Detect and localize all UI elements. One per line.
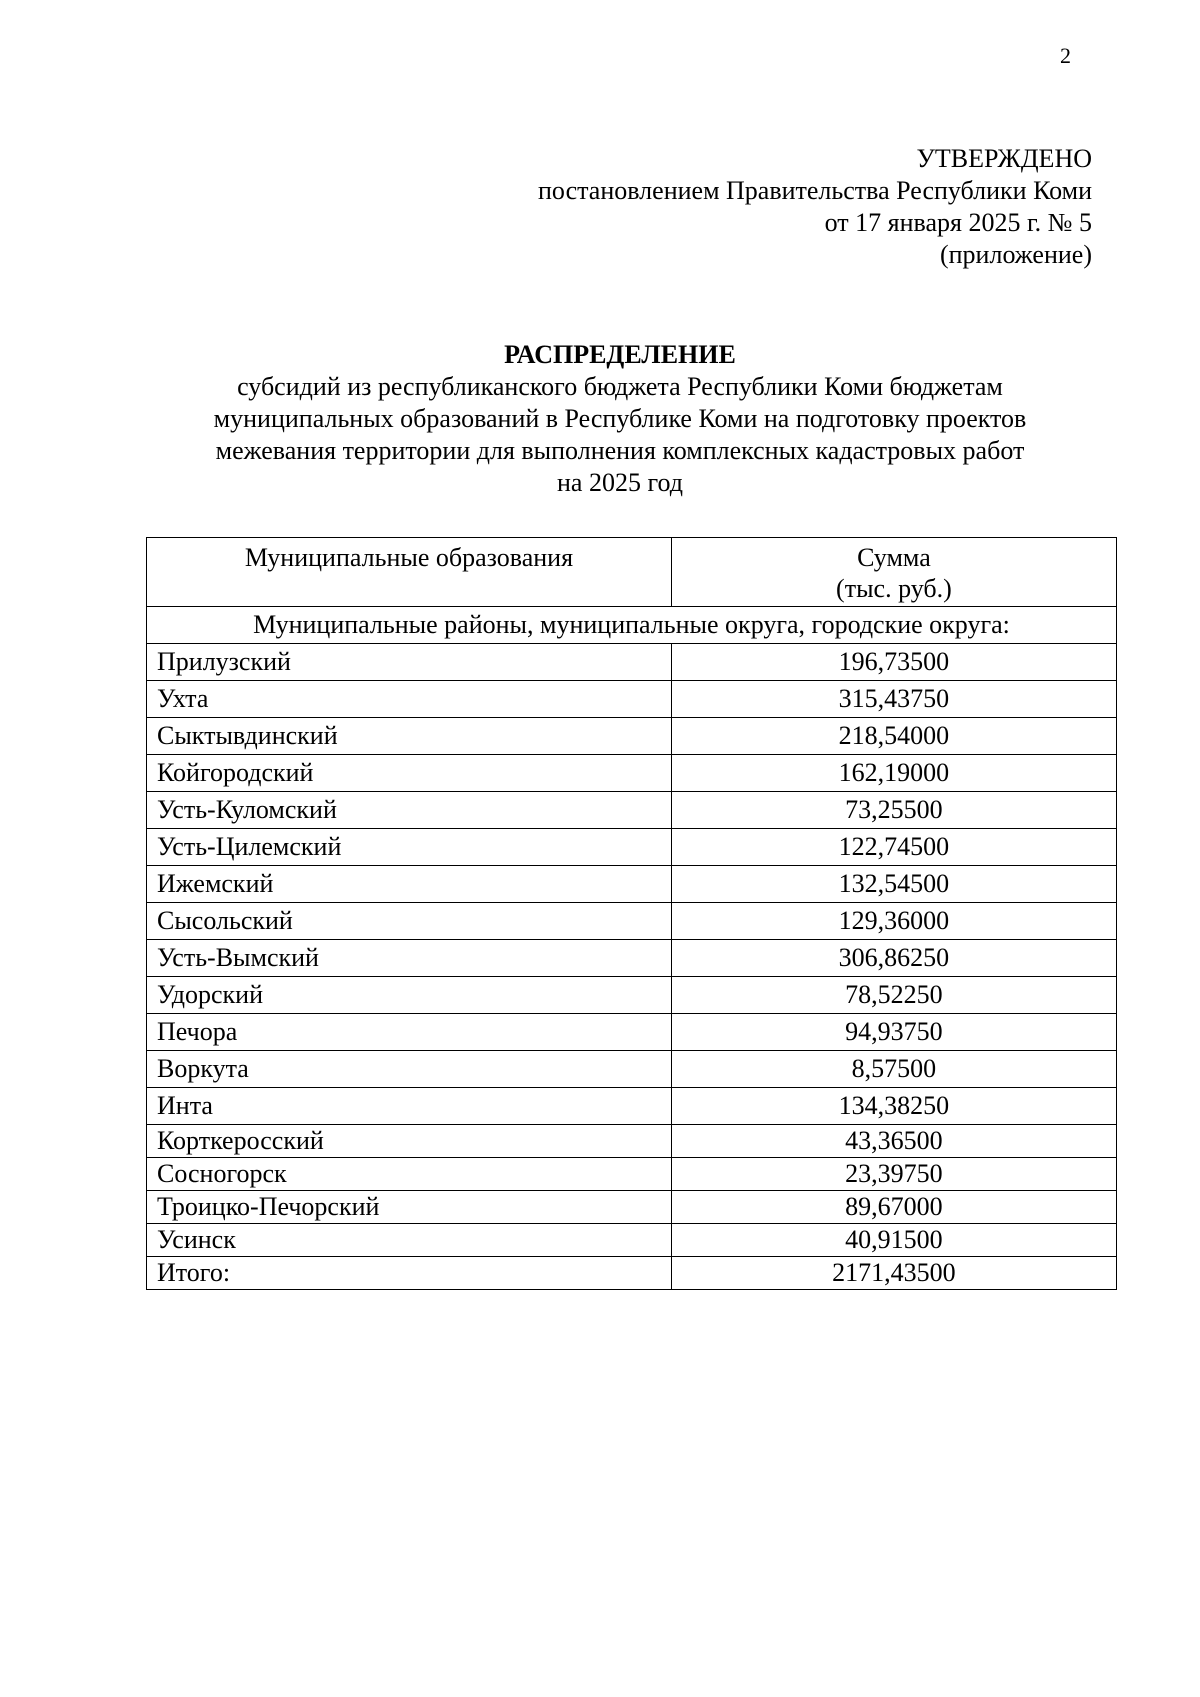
- municipality-name: Ухта: [147, 681, 672, 718]
- subtitle-line: межевания территории для выполнения комплексных кадастровых работ: [215, 436, 1025, 465]
- table-row: [147, 940, 1117, 977]
- subsidy-amount: 94,93750: [671, 1014, 1116, 1051]
- subsidy-amount: 315,43750: [671, 681, 1116, 718]
- municipality-name: Усть-Цилемский: [147, 829, 672, 866]
- municipality-name: Ижемский: [147, 866, 672, 903]
- table-row: [147, 1125, 1117, 1158]
- header-sum-label: Сумма: [857, 543, 931, 572]
- subtitle-line: на 2025 год: [557, 468, 683, 497]
- table-row: [147, 792, 1117, 829]
- table-row: [147, 718, 1117, 755]
- document-title: РАСПРЕДЕЛЕНИЕ: [504, 340, 736, 369]
- table-row: [147, 829, 1117, 866]
- subsidy-amount: 89,67000: [671, 1191, 1116, 1224]
- municipality-name: Сысольский: [147, 903, 672, 940]
- approval-resolution: постановлением Правительства Республики Коми: [538, 176, 1092, 205]
- approval-appendix: (приложение): [939, 240, 1092, 269]
- table-row: [147, 681, 1117, 718]
- subsidy-amount: 78,52250: [671, 977, 1116, 1014]
- page-number: 2: [1060, 43, 1071, 68]
- municipality-name: Троицко-Печорский: [147, 1191, 672, 1224]
- approval-stamp: [392, 143, 1092, 271]
- group-label: Муниципальные районы, муниципальные округа, городские округа:: [147, 607, 1117, 644]
- header-sum: [671, 538, 1116, 607]
- table-row: [147, 755, 1117, 792]
- municipality-name: Усть-Куломский: [147, 792, 672, 829]
- municipality-name: Корткеросский: [147, 1125, 672, 1158]
- subsidy-amount: 73,25500: [671, 792, 1116, 829]
- municipality-name: Усть-Вымский: [147, 940, 672, 977]
- subsidy-amount: 218,54000: [671, 718, 1116, 755]
- header-municipalities: Муниципальные образования: [147, 538, 672, 607]
- subtitle-line: муниципальных образований в Республике Коми на подготовку проектов: [213, 404, 1027, 433]
- table-row: [147, 1224, 1117, 1257]
- distribution-table: [146, 537, 1117, 1290]
- municipality-name: Печора: [147, 1014, 672, 1051]
- subsidy-amount: 122,74500: [671, 829, 1116, 866]
- document-subtitle: [130, 371, 1110, 499]
- municipality-name: Сосногорск: [147, 1158, 672, 1191]
- subsidy-amount: 129,36000: [671, 903, 1116, 940]
- table-row: [147, 1014, 1117, 1051]
- table-row: [147, 1051, 1117, 1088]
- table-row: [147, 1088, 1117, 1125]
- approval-title: УТВЕРЖДЕНО: [916, 144, 1092, 173]
- municipality-name: Воркута: [147, 1051, 672, 1088]
- subsidy-amount: 196,73500: [671, 644, 1116, 681]
- table-row: [147, 977, 1117, 1014]
- municipality-name: Койгородский: [147, 755, 672, 792]
- table-header-row: [147, 538, 1117, 607]
- subsidy-amount: 162,19000: [671, 755, 1116, 792]
- table-row: [147, 1158, 1117, 1191]
- table-row: [147, 644, 1117, 681]
- group-row: [147, 607, 1117, 644]
- subtitle-line: субсидий из республиканского бюджета Республики Коми бюджетам: [237, 372, 1003, 401]
- total-amount: 2171,43500: [671, 1257, 1116, 1290]
- approval-date: от 17 января 2025 г. № 5: [824, 208, 1092, 237]
- municipality-name: Инта: [147, 1088, 672, 1125]
- document-heading: [130, 339, 1110, 499]
- subsidy-amount: 43,36500: [671, 1125, 1116, 1158]
- subsidy-amount: 132,54500: [671, 866, 1116, 903]
- municipality-name: Удорский: [147, 977, 672, 1014]
- subsidy-amount: 23,39750: [671, 1158, 1116, 1191]
- subsidy-amount: 306,86250: [671, 940, 1116, 977]
- municipality-name: Прилузский: [147, 644, 672, 681]
- subsidy-amount: 134,38250: [671, 1088, 1116, 1125]
- table-row: [147, 866, 1117, 903]
- header-sum-unit: (тыс. руб.): [836, 574, 952, 603]
- total-label: Итого:: [147, 1257, 672, 1290]
- subsidy-amount: 8,57500: [671, 1051, 1116, 1088]
- table-row: [147, 903, 1117, 940]
- subsidy-amount: 40,91500: [671, 1224, 1116, 1257]
- municipality-name: Усинск: [147, 1224, 672, 1257]
- municipality-name: Сыктывдинский: [147, 718, 672, 755]
- table-row: [147, 1191, 1117, 1224]
- total-row: [147, 1257, 1117, 1290]
